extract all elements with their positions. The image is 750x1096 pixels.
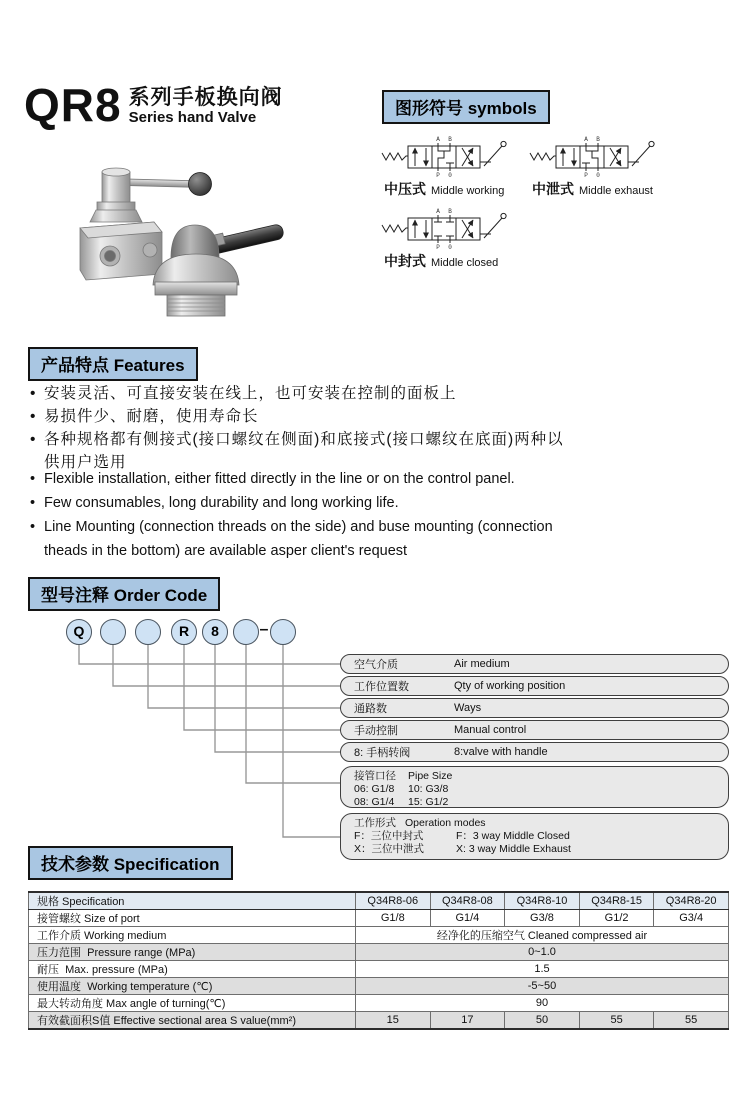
model-header: Q34R8-06: [356, 892, 431, 910]
cell-value-merged: 0~1.0: [356, 944, 729, 961]
order-code-circle-2: [100, 619, 126, 645]
bullet-icon: •: [30, 408, 37, 425]
order-code-box-working-position: [340, 676, 729, 696]
pipe-size-code: 08: G1/4: [354, 796, 395, 808]
cell-value-merged: 经净化的压缩空气 Cleaned compressed air: [356, 927, 729, 944]
operation-mode-en: F：3 way Middle Closed: [456, 830, 570, 842]
port-label-a: A: [584, 136, 588, 143]
feature-item-cn: [30, 382, 578, 405]
feature-text: Few consumables, long durability and long working life.: [44, 495, 399, 511]
bullet-icon: •: [30, 471, 36, 487]
order-code-box-pipe-size: [340, 766, 729, 808]
port-label-b: B: [448, 208, 452, 215]
order-code-label-en: Ways: [454, 702, 482, 714]
row-label: 使用温度 Working temperature (℃): [29, 978, 356, 995]
order-code-separator: –: [259, 621, 269, 638]
table-row: [29, 1012, 729, 1030]
symbol-name-en: Middle closed: [431, 257, 499, 269]
table-row: [29, 995, 729, 1012]
symbol-name-en: Middle working: [431, 185, 505, 197]
operation-mode-row: [354, 843, 728, 856]
order-code-label-cn: 8: 手柄转阀: [354, 747, 411, 759]
feature-text: 各种规格都有侧接式(接口螺纹在侧面)和底接式(接口螺纹在底面)两种以供用户选用: [44, 431, 564, 471]
pipe-size-row: [354, 796, 728, 809]
table-row: [29, 927, 729, 944]
order-code-section-header: 型号注释 Order Code: [28, 577, 220, 611]
symbol-caption: [532, 179, 660, 199]
port-label-a: A: [436, 208, 440, 215]
spec-corner-label: 规格 Specification: [29, 892, 356, 910]
operation-modes-title-en: Operation modes: [405, 817, 486, 829]
title-english: Series hand Valve: [128, 109, 257, 127]
pipe-size-title-cn: 接管口径: [354, 770, 396, 782]
order-code-label-en: Manual control: [454, 724, 527, 736]
specification-table: [28, 891, 729, 1030]
order-code-circle-1: Q: [66, 619, 92, 645]
order-code-circle-3: [135, 619, 161, 645]
port-label-b: B: [596, 136, 600, 143]
order-code-label-cn: 手动控制: [354, 725, 398, 737]
model-header: Q34R8-08: [430, 892, 505, 910]
port-label-o: 0: [596, 172, 600, 178]
title-chinese: 系列手板换向阀: [128, 86, 283, 109]
order-code-circle-4: R: [171, 619, 197, 645]
feature-text: 安装灵活、可直接安装在线上，也可安装在控制的面板上: [44, 385, 457, 402]
bullet-icon: •: [30, 519, 36, 535]
order-code-circle-7: [270, 619, 296, 645]
title-subblock: [129, 87, 283, 128]
model-header: Q34R8-10: [505, 892, 580, 910]
pneumatic-symbol-diagram: [528, 136, 660, 178]
row-label: 最大转动角度 Max angle of turning(℃): [29, 995, 356, 1012]
operation-mode-en: X: 3 way Middle Exhaust: [456, 843, 571, 855]
cell-value-merged: -5~50: [356, 978, 729, 995]
order-code-box-valve-with-handle: [340, 742, 729, 762]
series-code: QR8: [24, 79, 122, 131]
cell-value: G3/4: [654, 910, 729, 927]
port-label-p: P: [436, 172, 440, 178]
order-code-circle-6: [233, 619, 259, 645]
order-code-label-en: 8:valve with handle: [454, 746, 548, 758]
pipe-size-row: [354, 783, 728, 796]
port-label-o: 0: [448, 172, 452, 178]
order-code-label-cn: 空气介质: [354, 659, 398, 671]
valve-symbol-middle-exhaust: [528, 136, 660, 199]
port-label-a: A: [436, 136, 440, 143]
order-code-box-operation-modes: [340, 813, 729, 860]
cell-value-merged: 90: [356, 995, 729, 1012]
features-list-chinese: [30, 382, 578, 474]
pipe-size-code: 15: G1/2: [408, 796, 449, 808]
table-row: [29, 961, 729, 978]
symbol-name-cn: 中压式: [384, 181, 426, 197]
feature-text: Flexible installation, either fitted directly in the line or on the control panel.: [44, 471, 515, 487]
model-header: Q34R8-15: [579, 892, 654, 910]
order-code-box-air-medium: [340, 654, 729, 674]
cell-value: 55: [654, 1012, 729, 1030]
valve-symbol-middle-working: [380, 136, 512, 199]
pneumatic-symbol-diagram: [380, 208, 512, 250]
table-header-row: [29, 892, 729, 910]
cell-value: 55: [579, 1012, 654, 1030]
table-row: [29, 978, 729, 995]
order-code-label-cn: 工作位置数: [354, 681, 409, 693]
product-photo-hand-valves: [50, 158, 330, 328]
cell-value: 50: [505, 1012, 580, 1030]
cell-value: G1/4: [430, 910, 505, 927]
specification-section-header: 技术参数 Specification: [28, 846, 233, 880]
order-code-box-manual-control: [340, 720, 729, 740]
row-label: 接管螺纹 Size of port: [29, 910, 356, 927]
port-label-o: 0: [448, 244, 452, 250]
bullet-icon: •: [30, 431, 37, 448]
features-list-english: [30, 467, 578, 563]
model-header: Q34R8-20: [654, 892, 729, 910]
row-label: 工作介质 Working medium: [29, 927, 356, 944]
port-label-b: B: [448, 136, 452, 143]
bullet-icon: •: [30, 385, 37, 402]
feature-item-en: [30, 491, 578, 515]
pipe-size-title-en: Pipe Size: [408, 770, 453, 782]
symbol-name-en: Middle exhaust: [579, 185, 653, 197]
feature-item-en: [30, 467, 578, 491]
pipe-size-code: 10: G3/8: [408, 783, 449, 795]
operation-modes-title-row: [354, 817, 728, 830]
symbol-caption: [384, 251, 512, 271]
operation-modes-title-cn: 工作形式: [354, 817, 396, 829]
order-code-label-en: Air medium: [454, 658, 510, 670]
symbol-name-cn: 中泄式: [532, 181, 574, 197]
table-row: [29, 910, 729, 927]
pipe-size-title-row: [354, 770, 728, 783]
symbol-caption: [384, 179, 512, 199]
port-label-p: P: [436, 244, 440, 250]
feature-item-cn: [30, 405, 578, 428]
operation-mode-cn: X：三位中泄式: [354, 843, 425, 855]
row-label: 耐压 Max. pressure (MPa): [29, 961, 356, 978]
cell-value: G1/2: [579, 910, 654, 927]
valve-symbol-middle-closed: [380, 208, 512, 271]
row-label: 有效截面积S值 Effective sectional area S value(mm²): [29, 1012, 356, 1030]
cell-value: G1/8: [356, 910, 431, 927]
order-code-label-en: Qty of working position: [454, 680, 566, 692]
order-code-circle-5: 8: [202, 619, 228, 645]
cell-value: 17: [430, 1012, 505, 1030]
bullet-icon: •: [30, 495, 36, 511]
feature-item-en: [30, 515, 578, 563]
table-row: [29, 944, 729, 961]
feature-text: Line Mounting (connection threads on the side) and buse mounting (connection theads in the bottom) are available asper client's request: [44, 519, 553, 559]
operation-mode-cn: F：三位中封式: [354, 830, 424, 842]
operation-mode-row: [354, 830, 728, 843]
port-label-p: P: [584, 172, 588, 178]
symbol-name-cn: 中封式: [384, 253, 426, 269]
order-code-label-cn: 通路数: [354, 703, 387, 715]
cell-value: 15: [356, 1012, 431, 1030]
symbols-section-header: 图形符号 symbols: [382, 90, 550, 124]
cell-value: G3/8: [505, 910, 580, 927]
order-code-box-ways: [340, 698, 729, 718]
pipe-size-code: 06: G1/8: [354, 783, 395, 795]
features-section-header: 产品特点 Features: [28, 347, 198, 381]
row-label: 压力范围 Pressure range (MPa): [29, 944, 356, 961]
pneumatic-symbol-diagram: [380, 136, 512, 178]
page-title: [24, 79, 283, 131]
cell-value-merged: 1.5: [356, 961, 729, 978]
feature-text: 易损件少、耐磨，使用寿命长: [44, 408, 259, 425]
